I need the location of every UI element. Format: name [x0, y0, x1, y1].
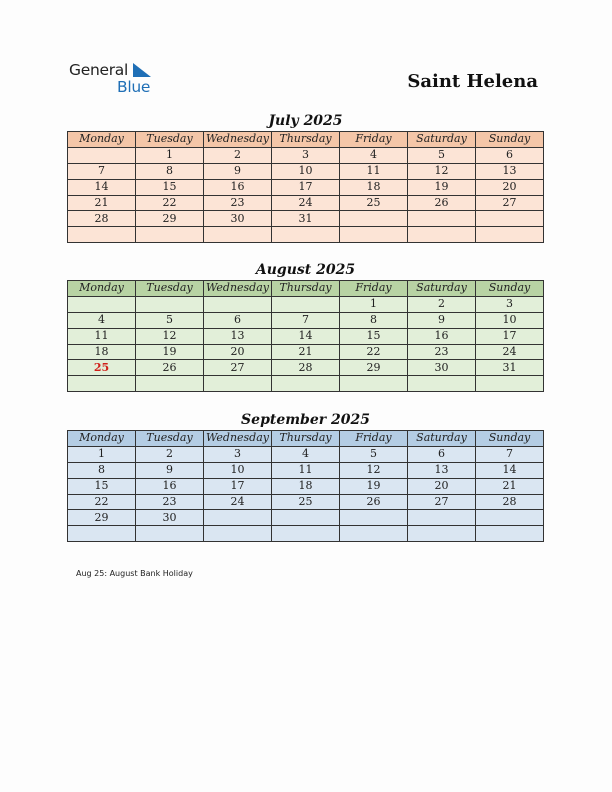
empty-day-cell [204, 376, 272, 392]
empty-day-cell [340, 376, 408, 392]
empty-day-cell [408, 510, 476, 526]
empty-day-cell [272, 227, 340, 243]
day-cell: 8 [68, 462, 136, 478]
weekday-header: Saturday [408, 431, 476, 447]
empty-day-cell [272, 510, 340, 526]
month-table [67, 131, 544, 243]
day-cell: 10 [272, 163, 340, 179]
day-cell: 15 [136, 179, 204, 195]
day-cell: 26 [408, 195, 476, 211]
weekday-header-row [68, 431, 544, 447]
day-cell: 7 [68, 163, 136, 179]
empty-day-cell [136, 526, 204, 542]
day-cell: 17 [272, 179, 340, 195]
day-cell: 30 [136, 510, 204, 526]
holiday-note: Aug 25: August Bank Holiday [76, 569, 193, 578]
empty-day-cell [272, 376, 340, 392]
empty-day-cell [408, 211, 476, 227]
week-row [68, 360, 544, 376]
day-cell: 15 [68, 478, 136, 494]
weekday-header: Wednesday [204, 431, 272, 447]
week-row [68, 376, 544, 392]
weekday-header: Monday [68, 281, 136, 297]
empty-day-cell [408, 376, 476, 392]
day-cell: 25 [68, 360, 136, 376]
week-row [68, 344, 544, 360]
empty-day-cell [68, 296, 136, 312]
day-cell: 1 [68, 446, 136, 462]
day-cell: 20 [408, 478, 476, 494]
day-cell: 11 [68, 328, 136, 344]
day-cell: 27 [476, 195, 544, 211]
day-cell: 16 [204, 179, 272, 195]
month-calendar [67, 260, 544, 392]
week-row [68, 328, 544, 344]
day-cell: 31 [476, 360, 544, 376]
day-cell: 6 [476, 147, 544, 163]
empty-day-cell [340, 211, 408, 227]
day-cell: 22 [340, 344, 408, 360]
empty-day-cell [340, 510, 408, 526]
weekday-header: Thursday [272, 281, 340, 297]
day-cell: 28 [272, 360, 340, 376]
week-row [68, 494, 544, 510]
week-row [68, 227, 544, 243]
day-cell: 4 [68, 312, 136, 328]
day-cell: 23 [204, 195, 272, 211]
month-calendar [67, 410, 544, 542]
day-cell: 5 [340, 446, 408, 462]
day-cell: 5 [136, 312, 204, 328]
logo-triangle-icon [131, 62, 153, 78]
day-cell: 21 [68, 195, 136, 211]
weekday-header: Friday [340, 132, 408, 148]
day-cell: 22 [68, 494, 136, 510]
holiday-notes [76, 569, 193, 578]
day-cell: 5 [408, 147, 476, 163]
day-cell: 3 [204, 446, 272, 462]
day-cell: 23 [408, 344, 476, 360]
day-cell: 18 [272, 478, 340, 494]
day-cell: 3 [272, 147, 340, 163]
day-cell: 17 [204, 478, 272, 494]
day-cell: 7 [476, 446, 544, 462]
week-row [68, 179, 544, 195]
day-cell: 17 [476, 328, 544, 344]
day-cell: 9 [204, 163, 272, 179]
weekday-header: Saturday [408, 132, 476, 148]
empty-day-cell [136, 227, 204, 243]
week-row [68, 163, 544, 179]
day-cell: 2 [408, 296, 476, 312]
day-cell: 13 [408, 462, 476, 478]
empty-day-cell [136, 296, 204, 312]
month-table [67, 280, 544, 392]
empty-day-cell [272, 526, 340, 542]
month-title: August 2025 [255, 262, 356, 278]
day-cell: 19 [340, 478, 408, 494]
weekday-header: Friday [340, 281, 408, 297]
day-cell: 11 [272, 462, 340, 478]
day-cell: 6 [408, 446, 476, 462]
weekday-header: Thursday [272, 431, 340, 447]
logo [69, 61, 169, 97]
weekday-header: Thursday [272, 132, 340, 148]
day-cell: 21 [476, 478, 544, 494]
day-cell: 18 [340, 179, 408, 195]
month-table [67, 430, 544, 542]
weekday-header: Tuesday [136, 132, 204, 148]
weekday-header-row [68, 132, 544, 148]
month-title: July 2025 [268, 113, 343, 129]
day-cell: 1 [340, 296, 408, 312]
week-row [68, 211, 544, 227]
logo-text-general: General [69, 61, 128, 79]
day-cell: 31 [272, 211, 340, 227]
empty-day-cell [340, 526, 408, 542]
empty-day-cell [68, 227, 136, 243]
day-cell: 13 [204, 328, 272, 344]
day-cell: 20 [204, 344, 272, 360]
day-cell: 30 [408, 360, 476, 376]
day-cell: 10 [204, 462, 272, 478]
week-row [68, 462, 544, 478]
day-cell: 27 [204, 360, 272, 376]
weekday-header: Wednesday [204, 132, 272, 148]
empty-day-cell [476, 211, 544, 227]
day-cell: 6 [204, 312, 272, 328]
day-cell: 15 [340, 328, 408, 344]
weekday-header: Sunday [476, 431, 544, 447]
day-cell: 27 [408, 494, 476, 510]
empty-day-cell [340, 227, 408, 243]
weekday-header: Tuesday [136, 281, 204, 297]
empty-day-cell [68, 526, 136, 542]
weekday-header: Sunday [476, 132, 544, 148]
empty-day-cell [476, 227, 544, 243]
day-cell: 14 [68, 179, 136, 195]
empty-day-cell [408, 227, 476, 243]
empty-day-cell [204, 526, 272, 542]
day-cell: 12 [408, 163, 476, 179]
weekday-header: Sunday [476, 281, 544, 297]
empty-day-cell [68, 147, 136, 163]
day-cell: 25 [340, 195, 408, 211]
day-cell: 14 [272, 328, 340, 344]
week-row [68, 312, 544, 328]
day-cell: 13 [476, 163, 544, 179]
day-cell: 24 [476, 344, 544, 360]
empty-day-cell [68, 376, 136, 392]
day-cell: 30 [204, 211, 272, 227]
day-cell: 7 [272, 312, 340, 328]
day-cell: 3 [476, 296, 544, 312]
week-row [68, 478, 544, 494]
weekday-header-row [68, 281, 544, 297]
empty-day-cell [272, 296, 340, 312]
day-cell: 19 [408, 179, 476, 195]
day-cell: 16 [136, 478, 204, 494]
day-cell: 28 [476, 494, 544, 510]
day-cell: 23 [136, 494, 204, 510]
day-cell: 10 [476, 312, 544, 328]
day-cell: 24 [272, 195, 340, 211]
day-cell: 2 [204, 147, 272, 163]
day-cell: 4 [340, 147, 408, 163]
day-cell: 25 [272, 494, 340, 510]
empty-day-cell [476, 526, 544, 542]
empty-day-cell [408, 526, 476, 542]
day-cell: 24 [204, 494, 272, 510]
weekday-header: Tuesday [136, 431, 204, 447]
week-row [68, 147, 544, 163]
weekday-header: Saturday [408, 281, 476, 297]
day-cell: 8 [136, 163, 204, 179]
empty-day-cell [204, 510, 272, 526]
empty-day-cell [476, 376, 544, 392]
day-cell: 9 [408, 312, 476, 328]
weekday-header: Monday [68, 431, 136, 447]
day-cell: 20 [476, 179, 544, 195]
day-cell: 1 [136, 147, 204, 163]
week-row [68, 526, 544, 542]
day-cell: 9 [136, 462, 204, 478]
day-cell: 12 [340, 462, 408, 478]
empty-day-cell [136, 376, 204, 392]
weekday-header: Friday [340, 431, 408, 447]
day-cell: 19 [136, 344, 204, 360]
logo-text-blue: Blue [117, 78, 151, 96]
empty-day-cell [204, 227, 272, 243]
weekday-header: Monday [68, 132, 136, 148]
day-cell: 11 [340, 163, 408, 179]
week-row [68, 510, 544, 526]
day-cell: 29 [340, 360, 408, 376]
day-cell: 29 [136, 211, 204, 227]
day-cell: 8 [340, 312, 408, 328]
empty-day-cell [476, 510, 544, 526]
empty-day-cell [204, 296, 272, 312]
week-row [68, 195, 544, 211]
month-calendar [67, 111, 544, 243]
country-title: Saint Helena [407, 71, 538, 92]
day-cell: 4 [272, 446, 340, 462]
day-cell: 12 [136, 328, 204, 344]
day-cell: 14 [476, 462, 544, 478]
day-cell: 26 [136, 360, 204, 376]
day-cell: 21 [272, 344, 340, 360]
day-cell: 29 [68, 510, 136, 526]
day-cell: 26 [340, 494, 408, 510]
week-row [68, 296, 544, 312]
day-cell: 28 [68, 211, 136, 227]
day-cell: 2 [136, 446, 204, 462]
day-cell: 22 [136, 195, 204, 211]
day-cell: 16 [408, 328, 476, 344]
day-cell: 18 [68, 344, 136, 360]
weekday-header: Wednesday [204, 281, 272, 297]
week-row [68, 446, 544, 462]
month-title: September 2025 [241, 412, 370, 428]
